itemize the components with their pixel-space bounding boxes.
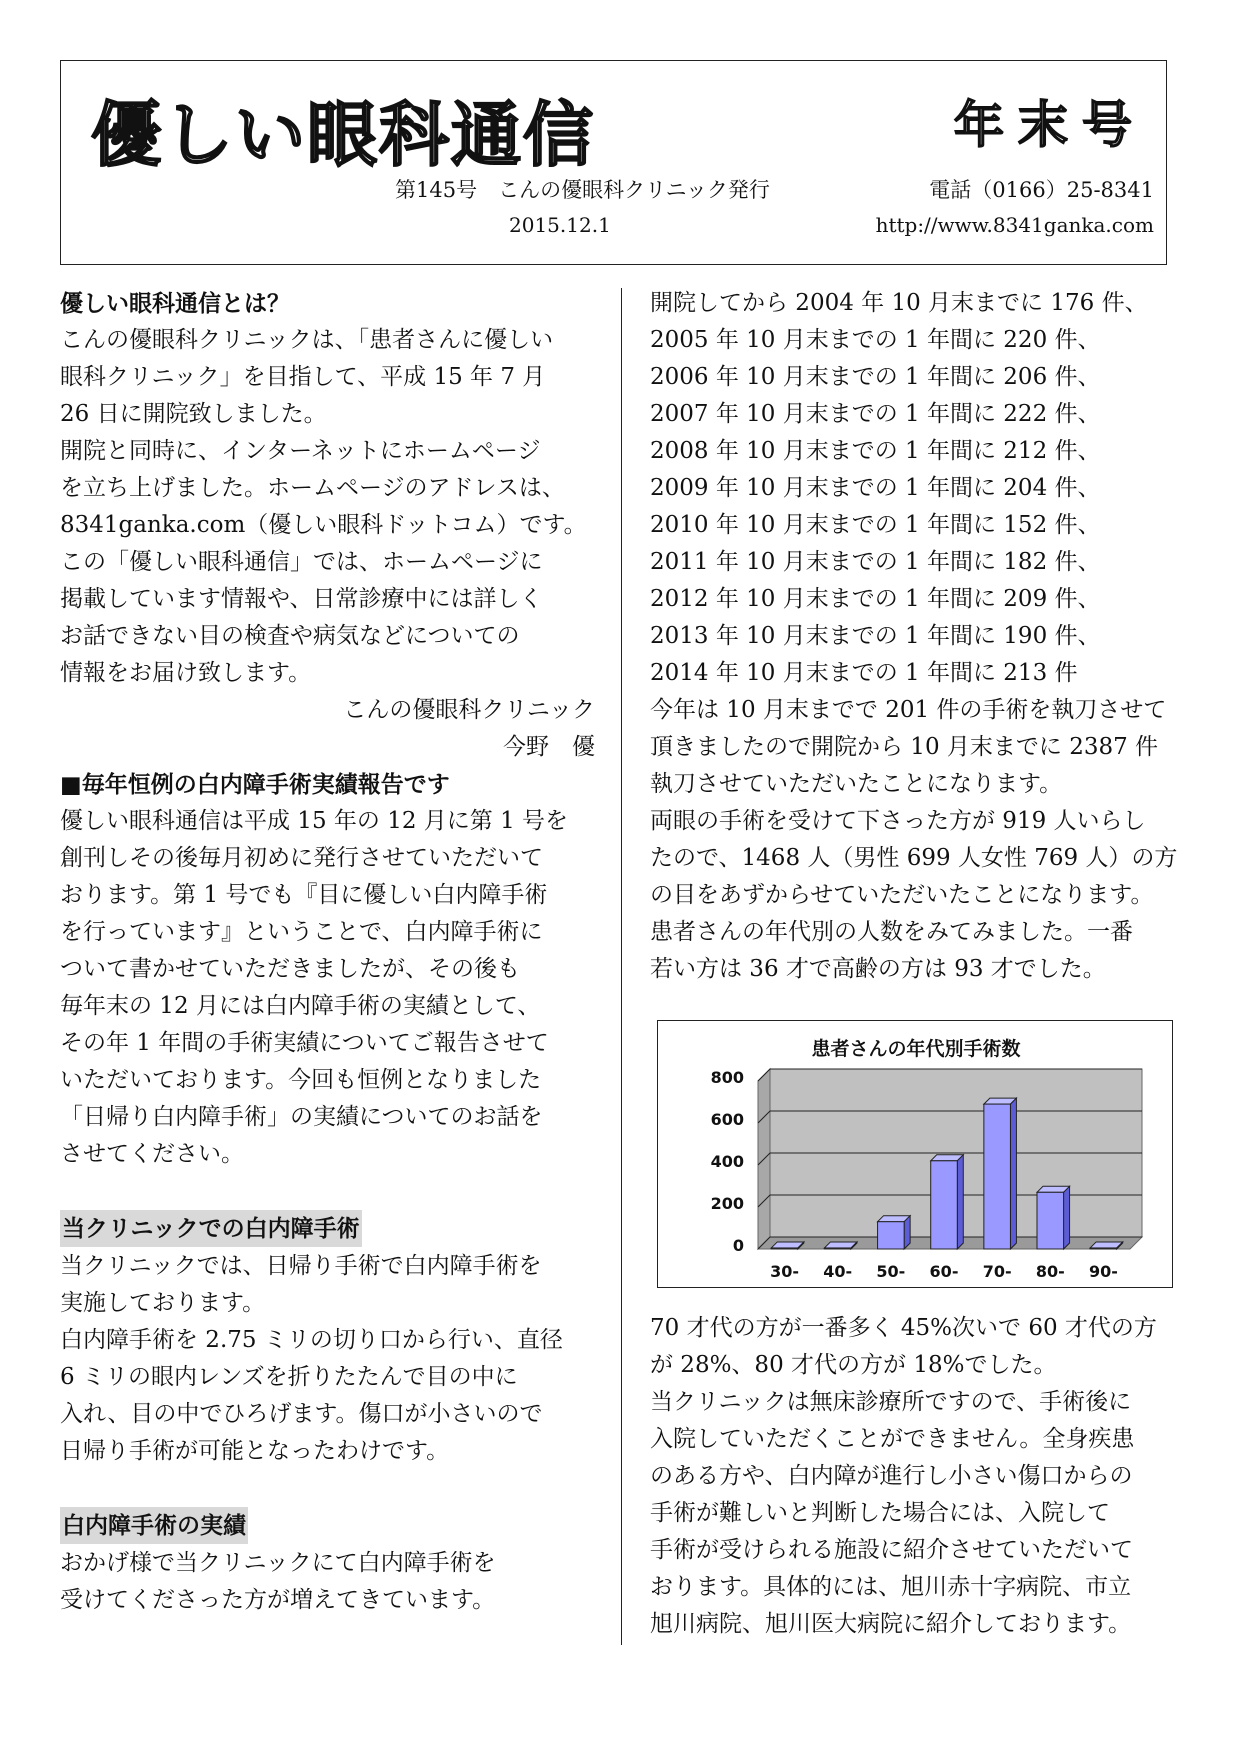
text-line: その年 1 年間の手術実績についてご報告させて	[60, 1030, 549, 1056]
text-line: 掲載しています情報や、日常診療中には詳しく	[60, 586, 543, 612]
chart-canvas	[658, 1021, 1174, 1289]
y-tick-label: 600	[710, 1110, 744, 1129]
text-line: 優しい眼科通信は平成 15 年の 12 月に第 1 号を	[60, 808, 569, 834]
count-line: 2005 年 10 月末までの 1 年間に 220 件、	[650, 327, 1101, 353]
text-line: を立ち上げました。ホームページのアドレスは、	[60, 475, 565, 501]
intro-paragraph	[60, 322, 595, 692]
text-line: 受けてくださった方が増えてきています。	[60, 1587, 496, 1613]
newsletter-title: 優しい眼科通信	[91, 94, 595, 176]
x-tick-label: 80-	[1035, 1262, 1065, 1281]
age-group-chart	[657, 1020, 1173, 1288]
text-line: 執刀させていただいたことになります。	[650, 771, 1063, 797]
text-line: 開院と同時に、インターネットにホームページ	[60, 438, 541, 464]
text-line: 当クリニックでは、日帰り手術で白内障手術を	[60, 1253, 542, 1279]
text-line: を行っています』ということで、白内障手術に	[60, 919, 543, 945]
spacer	[60, 1173, 595, 1210]
text-line: 26 日に開院致しました。	[60, 401, 327, 427]
text-line: いただいております。今回も恒例となりました	[60, 1067, 542, 1093]
spacer	[60, 1470, 595, 1507]
bar	[771, 1248, 798, 1249]
clinic-surgery-heading: 当クリニックでの白内障手術	[60, 1210, 362, 1247]
left-column	[60, 285, 595, 1619]
count-line: 2007 年 10 月末までの 1 年間に 222 件、	[650, 401, 1101, 427]
bar-side	[1064, 1186, 1070, 1249]
report-paragraph	[60, 803, 595, 1173]
text-line: の目をあずからせていただいたことになります。	[650, 882, 1154, 908]
issue-date: 2015.12.1	[509, 213, 611, 237]
report-heading: ■毎年恒例の白内障手術実績報告です	[60, 771, 450, 798]
text-line: 創刊しその後毎月初めに発行させていただいて	[60, 845, 543, 871]
text-line: のある方や、白内障が進行し小さい傷口からの	[650, 1463, 1133, 1489]
text-line: お話できない目の検査や病気などについての	[60, 623, 520, 649]
count-line: 開院してから 2004 年 10 月末までに 176 件、	[650, 290, 1148, 316]
count-line: 2011 年 10 月末までの 1 年間に 182 件、	[650, 549, 1101, 575]
text-line: 日帰り手術が可能となったわけです。	[60, 1438, 450, 1464]
surgery-count-list	[650, 285, 1180, 692]
y-tick-label: 0	[732, 1236, 744, 1255]
x-tick-label: 30-	[770, 1262, 800, 1281]
bar	[1090, 1248, 1117, 1249]
after-chart-paragraph	[650, 1310, 1180, 1643]
text-line: 実施しております。	[60, 1290, 266, 1316]
text-line: 手術が受けられる施設に紹介させていただいて	[650, 1537, 1133, 1563]
column-divider	[621, 288, 622, 1645]
chart-title: 患者さんの年代別手術数	[811, 1038, 1021, 1060]
text-line: 患者さんの年代別の人数をみてみました。一番	[650, 919, 1133, 945]
clinic-surgery-paragraph	[60, 1248, 595, 1470]
text-line: おります。具体的には、旭川赤十字病院、市立	[650, 1574, 1132, 1600]
count-line: 2010 年 10 月末までの 1 年間に 152 件、	[650, 512, 1101, 538]
text-line: 眼科クリニック」を目指して、平成 15 年 7 月	[60, 364, 546, 390]
y-tick-label: 800	[710, 1068, 744, 1087]
text-line: たので、1468 人（男性 699 人女性 769 人）の方	[650, 845, 1178, 871]
bar	[931, 1161, 958, 1249]
text-line: させてください。	[60, 1141, 244, 1167]
text-line: 情報をお届け致します。	[60, 660, 312, 686]
summary-paragraph	[650, 692, 1180, 988]
x-tick-label: 60-	[929, 1262, 959, 1281]
results-heading: 白内障手術の実績	[60, 1507, 248, 1544]
text-line: こんの優眼科クリニックは、「患者さんに優しい	[60, 327, 554, 353]
text-line: 旭川病院、旭川医大病院に紹介しております。	[650, 1611, 1132, 1637]
x-tick-label: 90-	[1088, 1262, 1118, 1281]
y-tick-label: 200	[710, 1194, 744, 1213]
text-line: 毎年末の 12 月には白内障手術の実績として、	[60, 993, 541, 1019]
x-tick-label: 50-	[876, 1262, 906, 1281]
bar	[1037, 1192, 1064, 1249]
text-line: 白内障手術を 2.75 ミリの切り口から行い、直径	[60, 1327, 563, 1353]
count-line: 2013 年 10 月末までの 1 年間に 190 件、	[650, 623, 1101, 649]
x-tick-label: 70-	[982, 1262, 1012, 1281]
text-line: 入れ、目の中でひろげます。傷口が小さいので	[60, 1401, 543, 1427]
text-line: 頂きましたので開院から 10 月末までに 2387 件	[650, 734, 1159, 760]
bar	[824, 1248, 851, 1249]
text-line: おります。第 1 号でも『目に優しい白内障手術	[60, 882, 548, 908]
text-line: この「優しい眼科通信」では、ホームページに	[60, 549, 543, 575]
bar-side	[957, 1155, 963, 1249]
text-line: が 28%、80 才代の方が 18%でした。	[650, 1352, 1057, 1378]
count-line: 2012 年 10 月末までの 1 年間に 209 件、	[650, 586, 1101, 612]
count-line: 2014 年 10 月末までの 1 年間に 213 件	[650, 660, 1078, 686]
text-line: 入院していただくことができません。全身疾患	[650, 1426, 1135, 1452]
bar	[878, 1222, 905, 1249]
x-tick-label: 40-	[823, 1262, 853, 1281]
masthead	[60, 60, 1167, 265]
count-line: 2008 年 10 月末までの 1 年間に 212 件、	[650, 438, 1101, 464]
website-url[interactable]: http://www.8341ganka.com	[875, 213, 1154, 237]
text-line: おかげ様で当クリニックにて白内障手術を	[60, 1550, 496, 1576]
results-paragraph	[60, 1545, 595, 1619]
text-line: 70 才代の方が一番多く 45%次いで 60 才代の方	[650, 1315, 1157, 1341]
text-line: 当クリニックは無床診療所ですので、手術後に	[650, 1389, 1132, 1415]
bar-side	[904, 1216, 910, 1249]
text-line: 手術が難しいと判断した場合には、入院して	[650, 1500, 1110, 1526]
count-line: 2006 年 10 月末までの 1 年間に 206 件、	[650, 364, 1101, 390]
text-line: 若い方は 36 才で高齢の方は 93 才でした。	[650, 956, 1106, 982]
text-line: 今年は 10 月末までで 201 件の手術を執刀させて	[650, 697, 1167, 723]
text-line: 「日帰り白内障手術」の実績についてのお話を	[60, 1104, 543, 1130]
edition-label: 年末号	[954, 96, 1146, 154]
text-line: 6 ミリの眼内レンズを折りたたんで目の中に	[60, 1364, 518, 1390]
count-line: 2009 年 10 月末までの 1 年間に 204 件、	[650, 475, 1101, 501]
intro-heading: 優しい眼科通信とは？	[60, 290, 290, 317]
bar	[984, 1104, 1011, 1249]
text-line: 8341ganka.com（優しい眼科ドットコム）です。	[60, 512, 587, 538]
right-column	[650, 285, 1180, 1643]
issue-line: 第145号 こんの優眼科クリニック発行	[395, 178, 770, 202]
text-line: ついて書かせていただきましたが、その後も	[60, 956, 520, 982]
signature-name: 今野 優	[503, 734, 595, 760]
phone-number: 電話（0166）25-8341	[929, 178, 1154, 202]
text-line: 両眼の手術を受けて下さった方が 919 人いらし	[650, 808, 1146, 834]
y-tick-label: 400	[710, 1152, 744, 1171]
bar-side	[1010, 1098, 1016, 1249]
signature-clinic: こんの優眼科クリニック	[343, 697, 595, 723]
